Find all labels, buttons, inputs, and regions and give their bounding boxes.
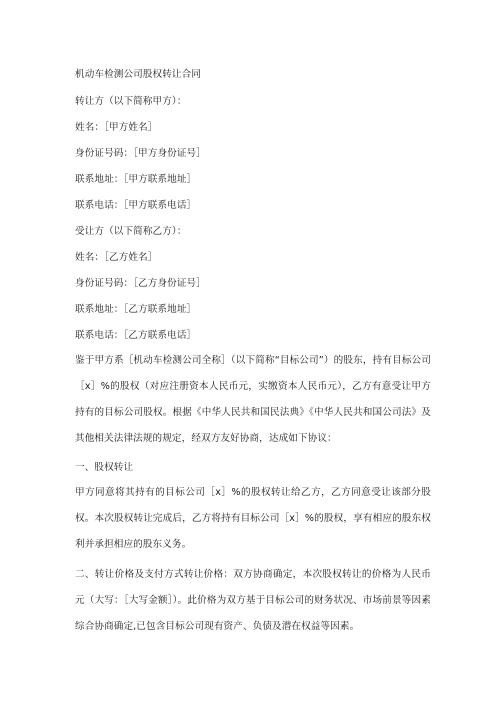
transferee-address: 联系地址：［乙方联系地址］ xyxy=(75,304,197,315)
transferor-name: 姓名：［甲方姓名］ xyxy=(75,122,158,133)
transferor-address: 联系地址：［甲方联系地址］ xyxy=(75,174,197,185)
transferor-heading: 转让方（以下简称甲方）： xyxy=(75,96,187,107)
transferee-id-number: 身份证号码：［乙方身份证号］ xyxy=(75,278,206,289)
transferee-phone: 联系电话：［乙方联系电话］ xyxy=(75,330,197,341)
document-title: 机动车检测公司股权转让合同 xyxy=(75,69,202,80)
section-1-body: 甲方同意将其持有的目标公司［x］%的股权转让给乙方，乙方同意受让该部分股权。本次股权转让完成后，乙方将持有目标公司［x］%的股权，享有相应的股东权利并承担相应的股东义务。 xyxy=(75,487,431,550)
transferor-phone: 联系电话：［甲方联系电话］ xyxy=(75,200,197,211)
section-1-heading: 一、股权转让 xyxy=(75,462,134,473)
transferor-id-number: 身份证号码：［甲方身份证号］ xyxy=(75,148,206,159)
section-2-body: 二、转让价格及支付方式转让价格：双方协商确定，本次股权转让的价格为人民币元（大写：［大写金额］）。此价格为双方基于目标公司的财务状况、市场前景等因素综合协商确定,已包含目标公司现有资产、负债及潜在权益等因素。 xyxy=(75,569,431,632)
transferee-name: 姓名：［乙方姓名］ xyxy=(75,252,158,263)
transferee-heading: 受让方（以下简称乙方）： xyxy=(75,226,187,237)
preamble-paragraph: 鉴于甲方系［机动车检测公司全称］（以下简称“目标公司”）的股东，持有目标公司［x］%的股权（对应注册资本人民币元，实缴资本人民币元），乙方有意受让甲方持有的目标公司股权。根据《中华人民共和国民法典》《中华人民共和国公司法》及其他相关法律法规的规定，经双方友好协商，达成如下协议： xyxy=(75,355,431,444)
